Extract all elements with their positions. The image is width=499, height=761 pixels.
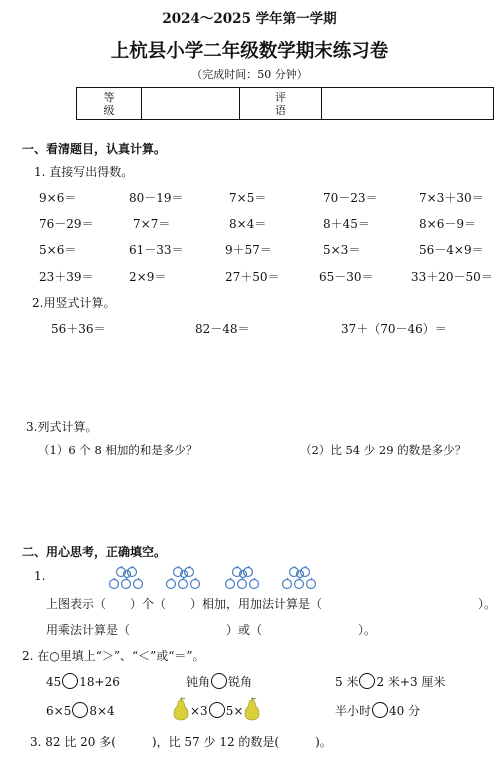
compare-left: 半小时 bbox=[335, 704, 372, 718]
section2-heading: 二、用心思考，正确填空。 bbox=[22, 545, 167, 559]
compare-circle[interactable] bbox=[211, 673, 227, 689]
q1-number: 1. bbox=[34, 569, 46, 583]
calc-item: 56－4×9＝ bbox=[419, 243, 484, 257]
calc-item: 8＋45＝ bbox=[323, 217, 370, 231]
apples-icon bbox=[165, 566, 203, 592]
calc-item: 8×6－9＝ bbox=[419, 217, 476, 231]
calc-item: 9×6＝ bbox=[39, 191, 77, 205]
pear-icon bbox=[172, 697, 190, 724]
grade-input-cell[interactable] bbox=[142, 88, 240, 120]
compare-left: 6×5 bbox=[46, 704, 72, 718]
comment-input-cell[interactable] bbox=[322, 88, 494, 120]
vertical-calc-item: 82－48＝ bbox=[195, 322, 250, 336]
apple-group bbox=[165, 566, 203, 596]
calc-row bbox=[0, 215, 499, 233]
compare-item bbox=[335, 673, 445, 690]
calc-item: 7×5＝ bbox=[229, 191, 267, 205]
q3-label: 3.列式计算。 bbox=[26, 420, 98, 434]
calc-row bbox=[0, 189, 499, 207]
fill-line-1: 上图表示（ ）个（ ）相加，用加法计算是（ ）。 bbox=[46, 597, 497, 611]
apple-group bbox=[281, 566, 319, 596]
calc-row bbox=[0, 268, 499, 286]
compare-left: 45 bbox=[46, 675, 62, 689]
word-problem-2: （2）比 54 少 29 的数是多少？ bbox=[300, 443, 467, 457]
apples-icon bbox=[108, 566, 146, 592]
compare-item bbox=[46, 673, 120, 689]
vertical-calc-item: 37＋（70－46）＝ bbox=[341, 322, 447, 336]
grade-label: 等 级 bbox=[103, 90, 115, 117]
compare-right: 2 米+3 厘米 bbox=[376, 675, 446, 689]
compare-circle[interactable] bbox=[359, 673, 375, 689]
calc-item: 5×6＝ bbox=[39, 243, 77, 257]
q1-label: 1. 直接写出得数。 bbox=[34, 165, 134, 179]
calc-item: 7×3＋30＝ bbox=[419, 191, 484, 205]
calc-item: 61－33＝ bbox=[129, 243, 184, 257]
compare-circle[interactable] bbox=[372, 702, 388, 718]
compare-left: 5 米 bbox=[335, 675, 359, 689]
compare-item bbox=[335, 702, 420, 719]
compare-right: 5× bbox=[225, 704, 244, 718]
calc-item: 65－30＝ bbox=[319, 270, 374, 284]
time-limit: （完成时间：50 分钟） bbox=[191, 68, 308, 81]
compare-circle[interactable] bbox=[209, 702, 225, 718]
score-table bbox=[76, 87, 494, 120]
section1-heading: 一、看清题目，认真计算。 bbox=[22, 142, 167, 156]
calc-item: 2×9＝ bbox=[129, 270, 167, 284]
pear-icon bbox=[243, 697, 261, 724]
compare-label: 2. 在○里填上“＞”、“＜”或“＝”。 bbox=[22, 649, 205, 663]
word-problem-1: （1）6 个 8 相加的和是多少？ bbox=[38, 443, 198, 457]
exam-title: 上杭县小学二年级数学期末练习卷 bbox=[110, 41, 389, 62]
grade-label-cell bbox=[77, 88, 142, 120]
calc-item: 23＋39＝ bbox=[39, 270, 94, 284]
apple-group bbox=[224, 566, 262, 596]
q3-fill-line: 3. 82 比 20 多( )，比 57 少 12 的数是( )。 bbox=[30, 735, 332, 749]
calc-item: 76－29＝ bbox=[39, 217, 94, 231]
calc-item: 8×4＝ bbox=[229, 217, 267, 231]
apples-icon bbox=[281, 566, 319, 592]
calc-item: 5×3＝ bbox=[323, 243, 361, 257]
apples-icon bbox=[224, 566, 262, 592]
q2-label: 2.用竖式计算。 bbox=[32, 296, 116, 310]
compare-item bbox=[172, 697, 261, 724]
compare-right: 18+26 bbox=[79, 675, 120, 689]
calc-item: 33＋20－50＝ bbox=[411, 270, 493, 284]
calc-item: 70－23＝ bbox=[323, 191, 378, 205]
calc-item: 27＋50＝ bbox=[225, 270, 280, 284]
compare-circle[interactable] bbox=[72, 702, 88, 718]
vertical-calc-item: 56＋36＝ bbox=[51, 322, 106, 336]
compare-right: 40 分 bbox=[389, 704, 421, 718]
calc-item: 7×7＝ bbox=[133, 217, 171, 231]
compare-right: 8×4 bbox=[89, 704, 115, 718]
school-year-header: 2024～2025 学年第一学期 bbox=[162, 11, 337, 27]
compare-right: 锐角 bbox=[228, 675, 253, 689]
calc-item: 80－19＝ bbox=[129, 191, 184, 205]
compare-item bbox=[186, 673, 252, 690]
compare-mid: ×3 bbox=[190, 704, 208, 718]
compare-left: 钝角 bbox=[186, 675, 211, 689]
comment-label-cell bbox=[240, 88, 322, 120]
apple-group bbox=[108, 566, 146, 596]
calc-row bbox=[0, 241, 499, 259]
compare-item bbox=[46, 702, 115, 718]
fill-line-2: 用乘法计算是（ ）或（ ）。 bbox=[46, 623, 377, 637]
comment-label: 评 语 bbox=[275, 90, 286, 117]
compare-circle[interactable] bbox=[62, 673, 78, 689]
calc-item: 9＋57＝ bbox=[225, 243, 272, 257]
